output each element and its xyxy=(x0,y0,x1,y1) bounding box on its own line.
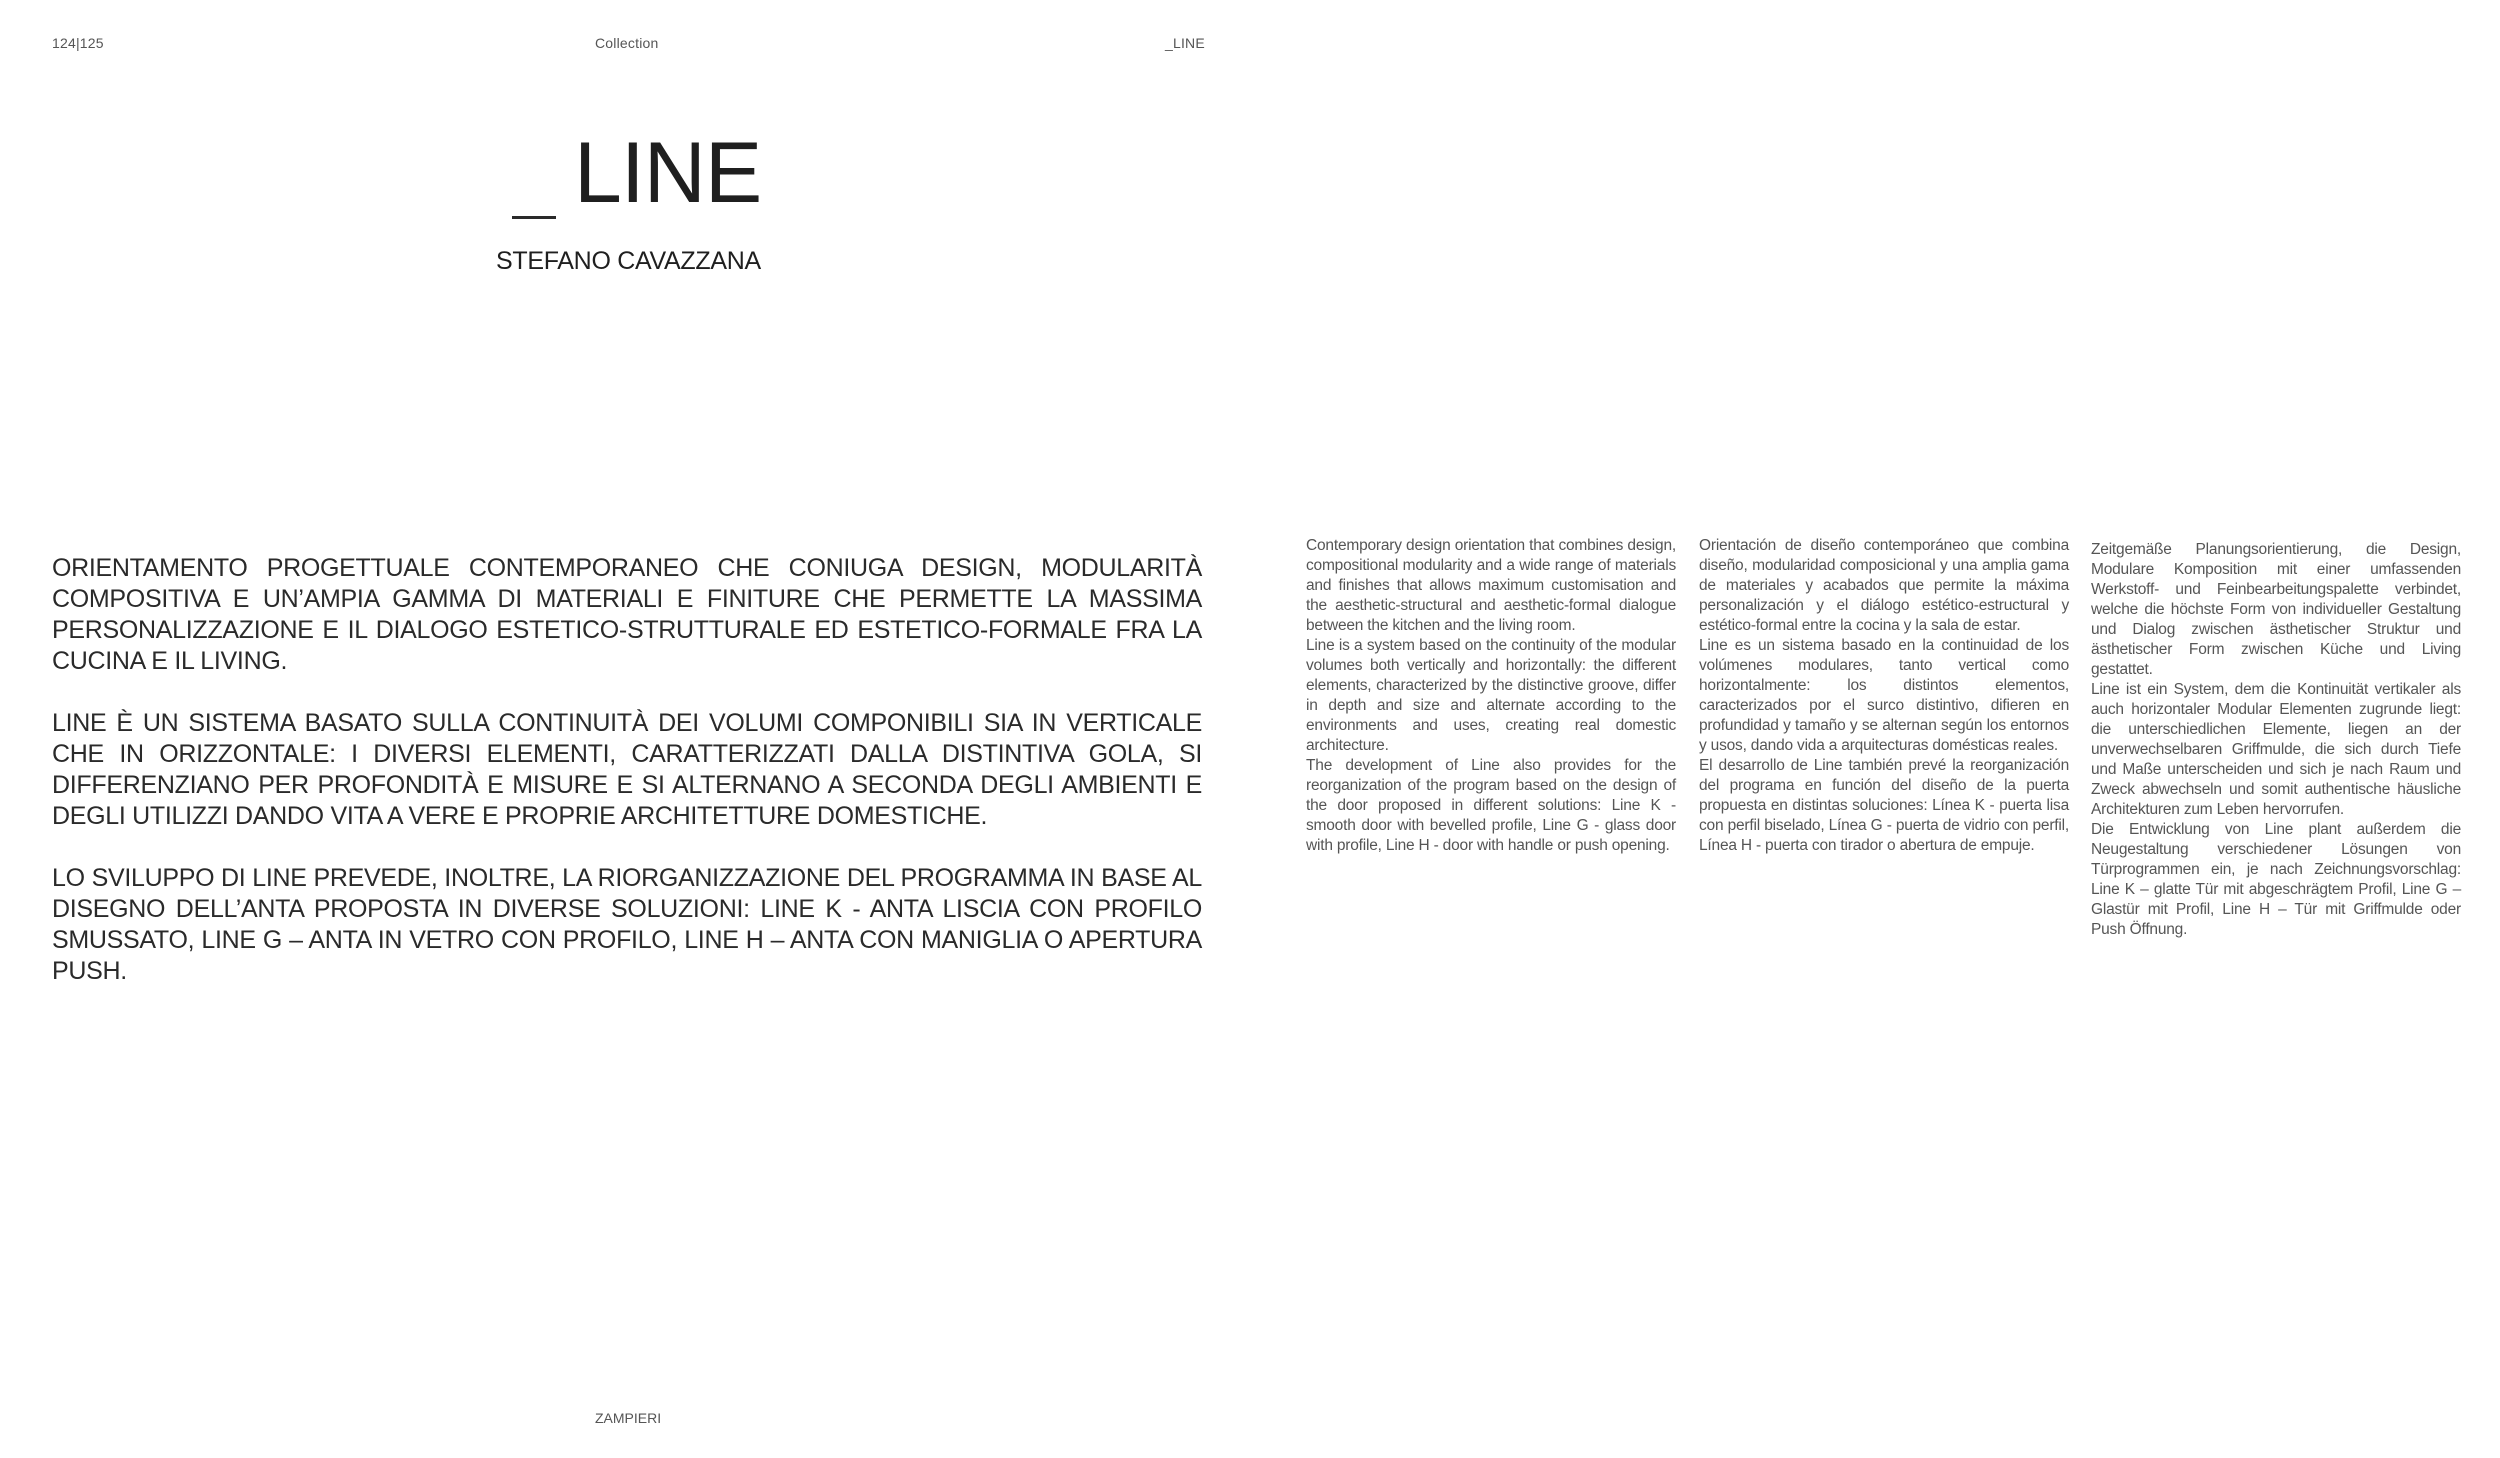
designer-name: STEFANO CAVAZZANA xyxy=(496,247,761,275)
brand-footer: ZAMPIERI xyxy=(595,1410,662,1426)
running-header-section: Collection xyxy=(595,35,659,51)
english-column xyxy=(1306,536,1676,856)
german-paragraph: Zeitgemäße Planungsorientierung, die Design, Modulare Komposition mit einer umfassenden Werkstoff- und Feinbearbeitungspalette verbindet, welche die höchste Form von individueller Gestaltung und Dialog zwischen ästhetischer Struktur und ästhetischer Form zwischen Küche und Living gestattet. xyxy=(2091,541,2461,678)
running-header-title: _LINE xyxy=(1165,35,1205,51)
page-numbers: 124|125 xyxy=(52,35,104,51)
italian-paragraph: ORIENTAMENTO PROGETTUALE CONTEMPORANEO CHE CONIUGA DESIGN, MODULARITÀ COMPOSITIVA E UN’AMPIA GAMMA DI MATERIALI E FINITURE CHE PERMETTE LA MASSIMA PERSONALIZZAZIONE E IL DIALOGO ESTETICO-STRUTTURALE ED ESTETICO-FORMALE FRA LA CUCINA E IL LIVING. xyxy=(52,554,1202,675)
spanish-paragraph: El desarrollo de Line también prevé la reorganización del programa en función del diseño de la puerta propuesta en distintas soluciones: Línea K - puerta lisa con perfil biselado, Línea G - puerta de vidrio con perfil, Línea H - puerta con tirador o abertura de empuje. xyxy=(1699,757,2069,854)
italian-paragraph: LINE È UN SISTEMA BASATO SULLA CONTINUITÀ DEI VOLUMI COMPONIBILI SIA IN VERTICALE CHE IN ORIZZONTALE: I DIVERSI ELEMENTI, CARATTERIZZATI DALLA DISTINTIVA GOLA, SI DIFFERENZIANO PER PROFONDITÀ E MISURE E SI ALTERNANO A SECONDA DEGLI AMBIENTI E DEGLI UTILIZZI DANDO VITA A VERE E PROPRIE ARCHITETTURE DOMESTICHE. xyxy=(52,709,1202,830)
spanish-paragraph: Line es un sistema basado en la continuidad de los volúmenes modulares, tanto vertical como horizontalmente: los distintos elementos, caracterizados por el surco distintivo, difieren en profundidad y tamaño y se alternan según los entornos y usos, dando vida a arquitecturas domésticas reales. xyxy=(1699,637,2069,754)
title-underscore-mark xyxy=(512,216,556,219)
italian-body-text xyxy=(52,553,1202,1018)
italian-paragraph: LO SVILUPPO DI LINE PREVEDE, INOLTRE, LA RIORGANIZZAZIONE DEL PROGRAMMA IN BASE AL DISEGNO DELL’ANTA PROPOSTA IN DIVERSE SOLUZIONI: LINE K - ANTA LISCIA CON PROFILO SMUSSATO, LINE G – ANTA IN VETRO CON PROFILO, LINE H – ANTA CON MANIGLIA O APERTURA PUSH. xyxy=(52,864,1202,985)
german-column xyxy=(2091,540,2461,940)
spanish-column xyxy=(1699,536,2069,856)
english-paragraph: Line is a system based on the continuity of the modular volumes both vertically and horizontally: the different elements, characterized by the distinctive groove, differ in depth and size and alternate according to the environments and uses, creating real domestic architecture. xyxy=(1306,637,1676,754)
german-paragraph: Die Entwicklung von Line plant außerdem die Neugestaltung verschiedener Lösungen von Türprogrammen ein, je nach Zeichnungsvorschlag: Line K – glatte Tür mit abgeschrägtem Profil, Line G – Glastür mit Profil, Line H – Tür mit Griffmulde oder Push Öffnung. xyxy=(2091,821,2461,938)
spanish-paragraph: Orientación de diseño contemporáneo que combina diseño, modularidad composicional y una amplia gama de materiales y acabados que permite la máxima personalización y el diálogo estético-estructural y estético-formal entre la cocina y la sala de estar. xyxy=(1699,537,2069,634)
german-paragraph: Line ist ein System, dem die Kontinuität vertikaler als auch horizontaler Modular Elementen zugrunde liegt: die unterschiedlichen Elemente, liegen an der unverwechselbaren Griffmulde, die sich durch Tiefe und Maße unterscheiden und sich je nach Raum und Zweck abwechseln und somit authentische häusliche Architekturen zum Leben hervorrufen. xyxy=(2091,681,2461,818)
english-paragraph: Contemporary design orientation that combines design, compositional modularity and a wide range of materials and finishes that allows maximum customisation and the aesthetic-structural and aesthetic-formal dialogue between the kitchen and the living room. xyxy=(1306,537,1676,634)
page-title: LINE xyxy=(574,125,762,221)
english-paragraph: The development of Line also provides for the reorganization of the program based on the design of the door proposed in different solutions: Line K - smooth door with bevelled profile, Line G - glass door with profile, Line H - door with handle or push opening. xyxy=(1306,757,1676,854)
